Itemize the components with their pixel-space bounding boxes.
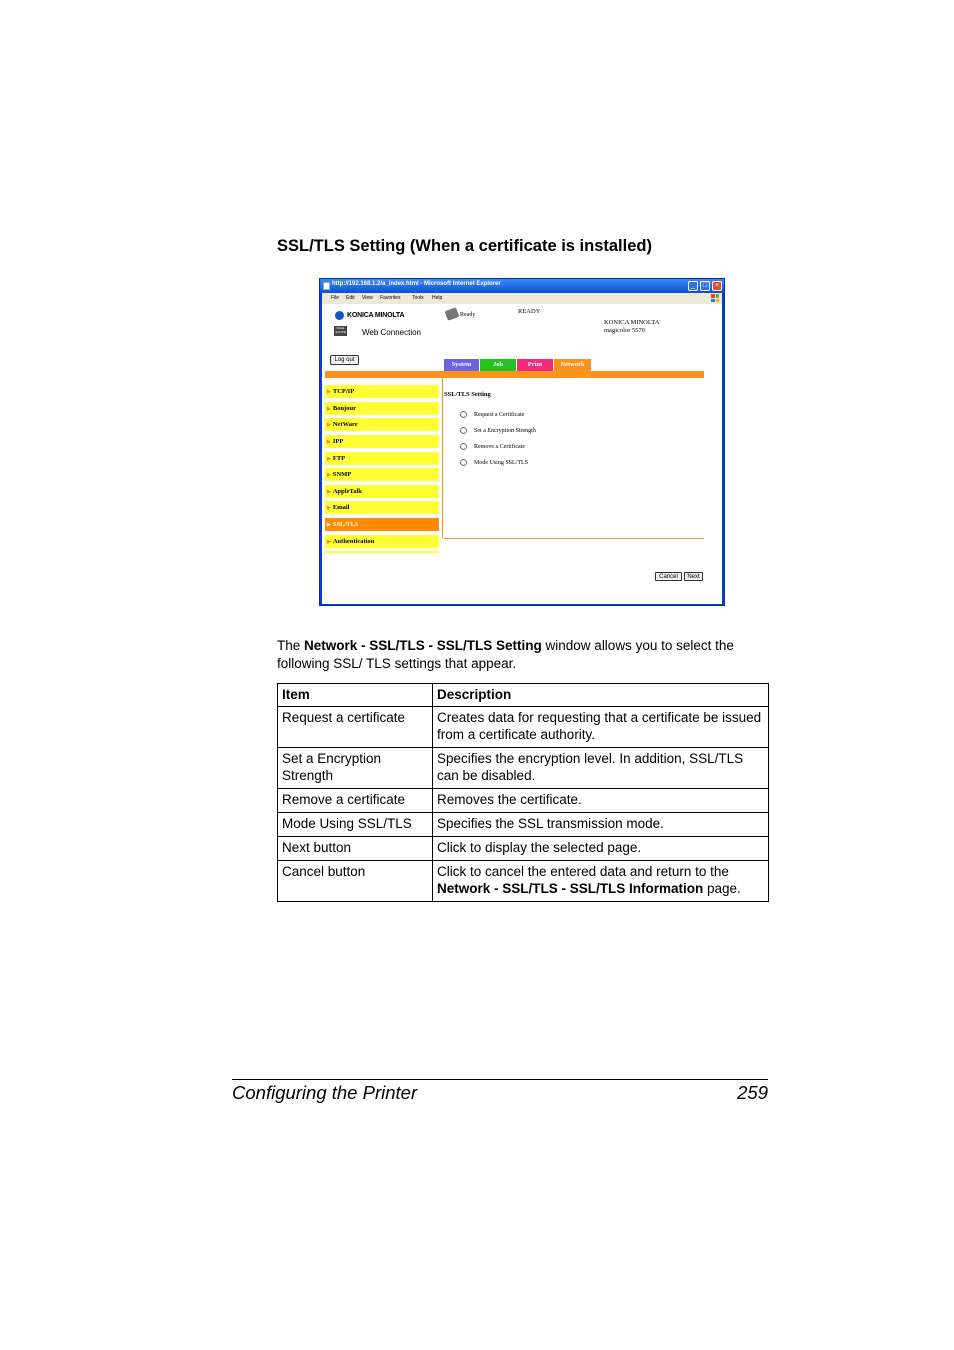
device-brand: KONICA MINOLTA (604, 319, 660, 326)
option-label: Remove a Certificate (474, 443, 525, 450)
column-header-description: Description (433, 684, 769, 707)
sidebar-item-bonjour[interactable] (325, 402, 439, 415)
footer-rule (232, 1079, 768, 1080)
sidebar-item-label: SSL/TLS (332, 521, 359, 528)
window-titlebar (320, 279, 724, 293)
arrow-right-icon: ▶ (327, 440, 331, 445)
menu-edit[interactable]: Edit (346, 295, 355, 301)
arrow-right-icon: ▶ (327, 506, 331, 511)
option-label: Set a Encryption Strength (474, 427, 536, 434)
ie-page-icon (323, 282, 330, 290)
sidebar-item-label: FTP (332, 455, 346, 462)
description-cell: Specifies the encryption level. In addition, SSL/TLS can be disabled. (433, 748, 769, 789)
table-row (278, 707, 769, 748)
sidebar-item-label: AppleTalk (332, 488, 362, 495)
item-cell: Cancel button (278, 861, 433, 902)
windows-logo-icon (711, 294, 719, 302)
sidebar-item-label: NetWare (332, 421, 358, 428)
option-label: Request a Certificate (474, 411, 525, 418)
tab-print[interactable]: Print (517, 359, 553, 371)
menu-file[interactable]: File (331, 295, 340, 301)
description-cell: Creates data for requesting that a certificate be issued from a certificate authority. (433, 707, 769, 748)
product-name: Web Connection (362, 328, 421, 337)
section-heading: SSL/TLS Setting (When a certificate is installed) (277, 237, 652, 255)
table-row (278, 861, 769, 902)
tab-job[interactable]: Job (480, 359, 516, 371)
table-row (278, 837, 769, 861)
description-cell: Removes the certificate. (433, 789, 769, 813)
sidebar-item-tcpip[interactable] (325, 385, 439, 398)
description-cell (433, 861, 769, 902)
radio-button[interactable] (460, 443, 467, 450)
table-row (278, 813, 769, 837)
sidebar-item-label: TCP/IP (332, 388, 355, 395)
arrow-right-icon: ▶ (327, 540, 331, 545)
menu-view[interactable]: View (362, 295, 373, 301)
intro-window-path: Network - SSL/TLS - SSL/TLS Setting (304, 638, 542, 653)
tab-underline-bar (325, 371, 704, 378)
arrow-right-icon: ▶ (327, 407, 331, 412)
item-cell: Remove a certificate (278, 789, 433, 813)
close-button[interactable]: × (712, 281, 722, 291)
sidebar-item-ftp[interactable] (325, 452, 439, 465)
sidebar-end-bar (325, 551, 439, 553)
menu-tools[interactable]: Tools (412, 295, 424, 301)
description-window-path: Network - SSL/TLS - SSL/TLS Information (437, 881, 704, 896)
printer-icon (445, 307, 460, 321)
sidebar-item-snmp[interactable] (325, 468, 439, 481)
page-number: 259 (737, 1082, 768, 1103)
arrow-right-icon: ▶ (327, 523, 331, 528)
pagescope-logo-icon: PAGE SCOPE (335, 326, 346, 334)
sidebar-item-label: Email (332, 504, 350, 511)
sidebar-item-label: IPP (332, 438, 344, 445)
sidebar-item-label: SNMP (332, 471, 352, 478)
menu-favorites[interactable]: Favorites (380, 295, 401, 301)
konica-minolta-logo-icon (335, 311, 344, 320)
sidebar-item-ssl-tls[interactable] (325, 518, 439, 531)
tab-system[interactable]: System (444, 359, 479, 371)
arrow-right-icon: ▶ (327, 473, 331, 478)
menu-bar (322, 293, 722, 304)
radio-button[interactable] (460, 411, 467, 418)
brand-name: KONICA MINOLTA (347, 312, 405, 319)
arrow-right-icon: ▶ (327, 390, 331, 395)
arrow-right-icon: ▶ (327, 457, 331, 462)
sidebar-item-email[interactable] (325, 501, 439, 514)
footer-chapter-title: Configuring the Printer (232, 1082, 418, 1103)
sidebar-item-label: Authentication (332, 538, 375, 545)
arrow-right-icon: ▶ (327, 490, 331, 495)
description-cell: Click to display the selected page. (433, 837, 769, 861)
item-cell: Request a certificate (278, 707, 433, 748)
intro-text: The (277, 638, 305, 653)
web-page (322, 304, 722, 604)
content-title: SSL/TLS Setting (444, 391, 491, 398)
content-bottom-rule (444, 538, 704, 539)
description-text: Click to cancel the entered data and return to the (437, 864, 729, 879)
radio-button[interactable] (460, 459, 467, 466)
sidebar-divider (442, 378, 443, 538)
option-remove-certificate[interactable] (460, 443, 525, 450)
menu-help[interactable]: Help (432, 295, 443, 301)
option-mode-ssl-tls[interactable] (460, 459, 528, 466)
column-header-item: Item (278, 684, 433, 707)
item-cell: Mode Using SSL/TLS (278, 813, 433, 837)
maximize-button[interactable]: □ (700, 281, 710, 291)
table-header-row (278, 684, 769, 707)
item-cell: Next button (278, 837, 433, 861)
table-row (278, 748, 769, 789)
minimize-button[interactable]: _ (688, 281, 698, 291)
description-text: page. (703, 881, 741, 896)
browser-window-screenshot (319, 278, 725, 606)
status-display: READY (518, 308, 541, 315)
option-label: Mode Using SSL/TLS (474, 459, 529, 466)
tab-network[interactable]: Network (554, 359, 591, 371)
cancel-button[interactable]: Cancel (655, 572, 682, 581)
intro-paragraph (277, 637, 769, 673)
status-small: Ready (460, 312, 476, 318)
sidebar-item-label: Bonjour (332, 405, 356, 412)
sidebar-item-netware[interactable] (325, 418, 439, 431)
sidebar-item-authentication[interactable] (325, 535, 439, 548)
sidebar-item-appletalk[interactable] (325, 485, 439, 498)
option-encryption-strength[interactable] (460, 427, 536, 434)
device-model: magicolor 5570 (604, 327, 645, 334)
item-cell: Set a Encryption Strength (278, 748, 433, 789)
window-title: http://192.168.1.2/a_index.html - Microsoft Internet Explorer (332, 281, 501, 287)
intro-text: window allows you to select the following SSL/ TLS settings that appear. (277, 638, 734, 671)
description-cell: Specifies the SSL transmission mode. (433, 813, 769, 837)
arrow-right-icon: ▶ (327, 423, 331, 428)
option-request-certificate[interactable] (460, 411, 524, 418)
settings-table (277, 683, 769, 902)
next-button[interactable]: Next (684, 572, 703, 581)
table-row (278, 789, 769, 813)
sidebar-item-ipp[interactable] (325, 435, 439, 448)
radio-button[interactable] (460, 427, 467, 434)
logout-button[interactable]: Log out (330, 355, 359, 365)
